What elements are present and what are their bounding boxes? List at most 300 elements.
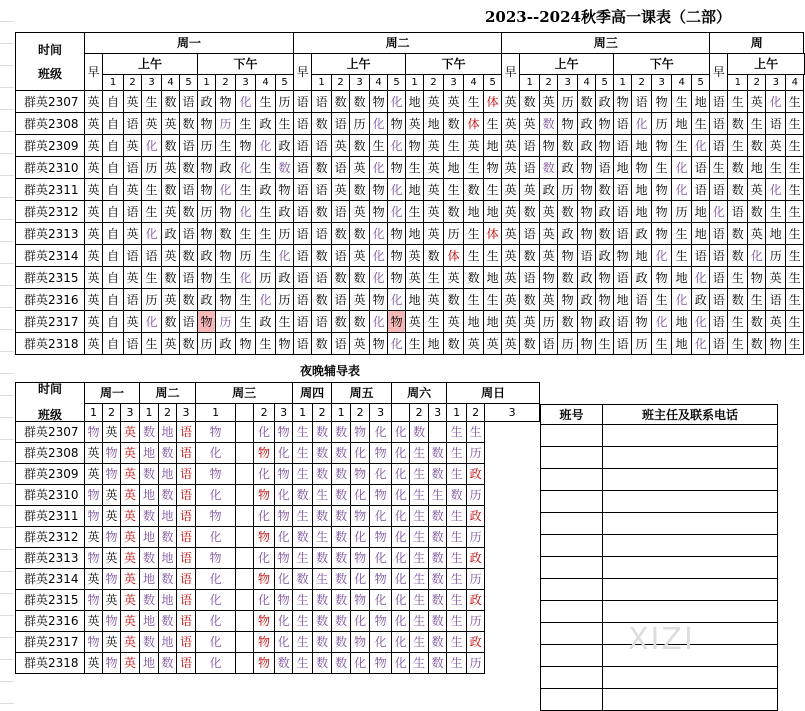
course-cell: 英 [424, 223, 444, 245]
period-number: 4 [672, 75, 692, 91]
period-number [236, 404, 254, 422]
contact-row [541, 579, 778, 601]
course-cell: 英 [424, 135, 444, 157]
day-header: 周三 [502, 33, 710, 54]
night-cell: 英 [103, 422, 121, 443]
course-cell: 政 [578, 267, 596, 289]
course-cell: 英 [502, 245, 520, 267]
course-cell: 政 [198, 289, 216, 311]
course-cell: 物 [614, 91, 632, 113]
course-cell: 数 [558, 201, 578, 223]
course-cell: 地 [484, 135, 502, 157]
course-cell: 数 [332, 267, 350, 289]
course-cell: 地 [406, 91, 424, 113]
night-cell: 数 [159, 569, 177, 590]
night-cell [236, 590, 254, 611]
course-cell: 自 [103, 179, 124, 201]
night-cell: 数 [159, 611, 177, 632]
contact-row [541, 601, 778, 623]
night-cell: 数 [429, 569, 447, 590]
course-cell: 生 [672, 223, 692, 245]
table-row [16, 179, 805, 201]
teacher-cell [603, 601, 778, 623]
course-cell: 历 [216, 311, 236, 333]
course-cell: 数 [332, 91, 350, 113]
period-number: 3 [236, 75, 256, 91]
night-cell: 物 [254, 611, 275, 632]
period-number: 4 [578, 75, 596, 91]
course-cell: 生 [444, 179, 464, 201]
course-cell: 数 [464, 267, 484, 289]
course-cell: 数 [748, 333, 766, 355]
night-cell: 物 [370, 653, 392, 674]
night-cell: 物 [370, 611, 392, 632]
course-cell: 英 [540, 223, 558, 245]
course-cell: 地 [632, 135, 652, 157]
night-cell: 英 [85, 464, 103, 485]
course-cell: 生 [766, 157, 786, 179]
night-cell: 化 [254, 590, 275, 611]
period-number: 2 [632, 75, 652, 91]
night-cell: 数 [140, 464, 159, 485]
course-cell: 生 [672, 245, 692, 267]
night-cell: 英 [121, 443, 140, 464]
night-cell: 数 [313, 464, 332, 485]
course-cell: 物 [370, 179, 388, 201]
night-cell [236, 548, 254, 569]
night-cell: 化 [275, 443, 293, 464]
night-cell: 物 [351, 464, 370, 485]
night-cell: 物 [351, 590, 370, 611]
course-cell: 生 [406, 201, 424, 223]
course-cell: 英 [162, 157, 180, 179]
course-cell: 英 [162, 113, 180, 135]
course-cell: 英 [85, 91, 103, 113]
night-cell: 化 [392, 485, 410, 506]
class-number-cell [541, 667, 603, 689]
time-label: 时间 [37, 42, 62, 57]
course-cell: 数 [162, 179, 180, 201]
course-cell: 英 [502, 333, 520, 355]
course-cell: 物 [198, 179, 216, 201]
course-cell: 数 [350, 135, 370, 157]
course-cell: 数 [312, 333, 332, 355]
night-cell: 语 [177, 653, 196, 674]
night-cell: 数 [332, 548, 351, 569]
course-cell: 语 [294, 311, 312, 333]
course-cell: 语 [124, 245, 142, 267]
class-number-cell [541, 425, 603, 447]
course-cell: 语 [294, 91, 312, 113]
course-cell: 地 [692, 223, 710, 245]
course-cell: 体 [484, 223, 502, 245]
course-cell: 历 [558, 333, 578, 355]
teacher-cell [603, 667, 778, 689]
course-cell: 物 [632, 311, 652, 333]
class-name: 群英2310 [16, 157, 85, 179]
course-cell: 生 [216, 267, 236, 289]
course-cell: 生 [786, 245, 804, 267]
course-cell: 语 [614, 333, 632, 355]
course-cell: 化 [692, 267, 710, 289]
night-cell: 生 [410, 506, 429, 527]
course-cell: 政 [276, 135, 294, 157]
course-cell: 历 [142, 157, 162, 179]
course-cell: 物 [198, 267, 216, 289]
class-name: 群英2315 [16, 267, 85, 289]
course-cell: 生 [464, 157, 484, 179]
course-cell: 英 [85, 333, 103, 355]
course-cell: 地 [632, 179, 652, 201]
night-cell: 数 [429, 653, 447, 674]
course-cell: 生 [276, 113, 294, 135]
course-cell: 英 [332, 179, 350, 201]
course-cell: 历 [236, 245, 256, 267]
course-cell: 物 [370, 91, 388, 113]
course-cell: 自 [103, 223, 124, 245]
class-number-cell [541, 623, 603, 645]
night-cell: 数 [140, 590, 159, 611]
period-number: 5 [692, 75, 710, 91]
course-cell: 英 [444, 267, 464, 289]
time-label: 时间 [37, 382, 62, 396]
night-cell: 化 [275, 632, 293, 653]
night-cell: 物 [103, 527, 121, 548]
night-cell [236, 632, 254, 653]
morning-header: 早 [502, 54, 520, 91]
course-cell: 生 [406, 333, 424, 355]
course-cell: 语 [710, 113, 728, 135]
course-cell: 地 [748, 157, 766, 179]
course-cell: 数 [180, 289, 198, 311]
course-cell: 地 [766, 223, 786, 245]
period-number: 3 [177, 404, 196, 422]
night-cell: 物 [103, 569, 121, 590]
night-cell: 地 [140, 653, 159, 674]
period-number: 1 [406, 75, 424, 91]
class-name: 群英2311 [16, 506, 85, 527]
course-cell: 历 [198, 333, 216, 355]
night-cell: 生 [410, 590, 429, 611]
course-cell: 政 [632, 267, 652, 289]
course-cell: 历 [766, 245, 786, 267]
night-cell: 生 [429, 485, 447, 506]
course-cell: 地 [464, 201, 484, 223]
course-cell: 物 [540, 135, 558, 157]
night-cell: 化 [196, 632, 236, 653]
course-cell: 化 [216, 179, 236, 201]
teacher-cell [603, 469, 778, 491]
course-cell: 化 [766, 179, 786, 201]
night-cell: 数 [313, 443, 332, 464]
course-cell: 数 [162, 311, 180, 333]
period-number: 4 [256, 75, 276, 91]
course-cell: 物 [614, 245, 632, 267]
course-cell: 地 [672, 267, 692, 289]
course-cell: 数 [728, 223, 748, 245]
night-day-header: 周日 [447, 383, 540, 404]
night-cell: 化 [196, 653, 236, 674]
course-cell: 语 [294, 289, 312, 311]
course-cell: 语 [124, 201, 142, 223]
course-cell: 语 [312, 179, 332, 201]
night-cell: 英 [121, 506, 140, 527]
course-cell: 政 [578, 135, 596, 157]
course-cell: 地 [672, 333, 692, 355]
contact-row [541, 535, 778, 557]
night-cell: 生 [467, 422, 485, 443]
night-cell: 历 [467, 527, 485, 548]
night-cell: 化 [275, 569, 293, 590]
course-cell: 语 [614, 113, 632, 135]
course-cell: 物 [198, 223, 216, 245]
course-cell: 英 [85, 201, 103, 223]
night-row [16, 506, 540, 527]
night-cell: 生 [447, 527, 467, 548]
night-cell: 地 [159, 422, 177, 443]
course-cell: 语 [710, 135, 728, 157]
course-cell: 语 [614, 179, 632, 201]
course-cell: 历 [276, 289, 294, 311]
course-cell: 数 [424, 245, 444, 267]
course-cell: 化 [236, 267, 256, 289]
course-cell: 物 [198, 157, 216, 179]
class-name: 群英2315 [16, 590, 85, 611]
course-cell: 数 [596, 223, 614, 245]
contact-row [541, 689, 778, 711]
night-cell: 历 [467, 653, 485, 674]
night-cell: 英 [103, 548, 121, 569]
night-cell: 政 [467, 506, 485, 527]
teacher-cell [603, 557, 778, 579]
night-cell: 地 [159, 632, 177, 653]
night-cell: 物 [275, 422, 293, 443]
course-cell: 语 [294, 223, 312, 245]
course-cell: 物 [596, 289, 614, 311]
course-cell: 英 [350, 157, 370, 179]
night-cell: 英 [103, 632, 121, 653]
night-cell: 数 [332, 653, 351, 674]
night-cell: 地 [140, 527, 159, 548]
course-cell: 生 [748, 289, 766, 311]
night-cell: 生 [447, 443, 467, 464]
night-cell: 英 [121, 590, 140, 611]
night-cell: 历 [467, 611, 485, 632]
night-cell [236, 422, 254, 443]
course-cell: 英 [332, 135, 350, 157]
night-cell: 英 [85, 527, 103, 548]
contact-table [540, 404, 778, 711]
night-cell: 物 [196, 506, 236, 527]
course-cell: 物 [578, 201, 596, 223]
night-cell: 物 [351, 632, 370, 653]
table-row [16, 245, 805, 267]
course-cell: 语 [312, 91, 332, 113]
course-cell: 语 [710, 333, 728, 355]
period-number: 3 [370, 404, 392, 422]
class-number-cell [541, 447, 603, 469]
course-cell: 英 [502, 179, 520, 201]
period-number: 3 [275, 404, 293, 422]
night-day-header: 周六 [392, 383, 447, 404]
course-cell: 数 [276, 157, 294, 179]
course-cell: 语 [294, 201, 312, 223]
night-cell: 化 [196, 485, 236, 506]
contact-row [541, 425, 778, 447]
night-cell [236, 611, 254, 632]
course-cell: 语 [294, 157, 312, 179]
course-cell: 语 [710, 179, 728, 201]
course-cell: 英 [424, 157, 444, 179]
course-cell: 英 [540, 91, 558, 113]
course-cell: 数 [444, 113, 464, 135]
night-cell: 数 [293, 527, 313, 548]
table-row [16, 135, 805, 157]
course-cell: 语 [614, 201, 632, 223]
night-cell: 数 [293, 569, 313, 590]
night-cell: 生 [410, 548, 429, 569]
night-cell: 数 [140, 506, 159, 527]
course-cell: 语 [332, 289, 350, 311]
course-cell: 数 [180, 113, 198, 135]
class-number-cell [541, 535, 603, 557]
course-cell: 物 [596, 135, 614, 157]
night-cell: 物 [85, 506, 103, 527]
course-cell: 化 [652, 245, 672, 267]
course-cell: 生 [444, 135, 464, 157]
course-cell: 政 [256, 311, 276, 333]
course-cell: 数 [180, 201, 198, 223]
night-cell: 物 [254, 527, 275, 548]
course-cell: 数 [162, 135, 180, 157]
class-label: 班级 [37, 66, 62, 81]
period-number: 2 [103, 404, 121, 422]
timetable [15, 32, 805, 355]
course-cell: 化 [652, 311, 672, 333]
course-cell: 英 [520, 311, 540, 333]
course-cell: 英 [748, 91, 766, 113]
course-cell: 地 [406, 223, 424, 245]
night-cell: 化 [370, 464, 392, 485]
course-cell: 语 [710, 289, 728, 311]
night-cell: 语 [177, 548, 196, 569]
course-cell: 英 [464, 333, 484, 355]
period-number: 3 [766, 75, 786, 91]
course-cell: 语 [312, 223, 332, 245]
course-cell: 生 [236, 289, 256, 311]
period-number: 3 [558, 75, 578, 91]
course-cell: 生 [786, 113, 804, 135]
course-cell: 生 [786, 311, 804, 333]
night-cell: 化 [392, 611, 410, 632]
course-cell: 物 [578, 179, 596, 201]
night-cell: 数 [410, 422, 429, 443]
period-number: 1 [140, 404, 159, 422]
course-cell: 物 [578, 157, 596, 179]
course-cell: 数 [558, 267, 578, 289]
night-cell: 英 [121, 611, 140, 632]
night-cell: 生 [447, 464, 467, 485]
course-cell: 语 [180, 311, 198, 333]
course-cell: 生 [596, 333, 614, 355]
night-cell: 语 [177, 527, 196, 548]
night-cell: 化 [392, 422, 410, 443]
course-cell: 语 [728, 201, 748, 223]
night-cell: 数 [159, 485, 177, 506]
course-cell: 英 [520, 113, 540, 135]
course-cell: 英 [85, 135, 103, 157]
night-row [16, 611, 540, 632]
night-cell: 物 [85, 632, 103, 653]
night-cell: 数 [332, 611, 351, 632]
course-cell: 生 [464, 289, 484, 311]
course-cell: 生 [370, 135, 388, 157]
night-cell: 数 [159, 653, 177, 674]
class-name: 群英2308 [16, 113, 85, 135]
period-number: 3 [652, 75, 672, 91]
course-cell: 地 [424, 333, 444, 355]
night-cell: 化 [351, 653, 370, 674]
course-cell: 语 [124, 157, 142, 179]
course-cell: 政 [162, 223, 180, 245]
course-cell: 语 [124, 113, 142, 135]
night-cell: 化 [351, 485, 370, 506]
course-cell: 英 [350, 333, 370, 355]
night-cell: 生 [447, 632, 467, 653]
night-cell: 数 [313, 548, 332, 569]
night-cell: 物 [254, 632, 275, 653]
night-cell: 化 [351, 443, 370, 464]
night-cell: 语 [177, 590, 196, 611]
course-cell: 数 [332, 311, 350, 333]
course-cell: 英 [502, 223, 520, 245]
course-cell: 数 [180, 333, 198, 355]
course-cell: 英 [502, 289, 520, 311]
course-cell: 语 [520, 135, 540, 157]
course-cell: 语 [710, 267, 728, 289]
period-number: 4 [786, 75, 804, 91]
course-cell: 英 [406, 311, 424, 333]
course-cell: 物 [652, 91, 672, 113]
course-cell: 英 [124, 267, 142, 289]
class-name: 群英2307 [16, 422, 85, 443]
teacher-cell [603, 425, 778, 447]
class-number-cell [541, 491, 603, 513]
course-cell: 自 [103, 333, 124, 355]
teacher-cell [603, 535, 778, 557]
night-cell: 英 [121, 464, 140, 485]
night-cell: 数 [159, 527, 177, 548]
course-cell: 物 [558, 289, 578, 311]
teacher-header: 班主任及联系电话 [603, 405, 778, 425]
night-cell: 地 [140, 443, 159, 464]
watermark: XIZI [628, 622, 695, 657]
night-cell: 历 [467, 485, 485, 506]
course-cell: 语 [614, 311, 632, 333]
night-cell [429, 422, 447, 443]
course-cell: 生 [484, 289, 502, 311]
course-cell: 语 [294, 333, 312, 355]
night-cell: 化 [196, 611, 236, 632]
course-cell: 物 [748, 267, 766, 289]
course-cell: 生 [142, 201, 162, 223]
night-row [16, 485, 540, 506]
course-cell: 语 [124, 333, 142, 355]
course-cell: 英 [424, 289, 444, 311]
course-cell: 政 [596, 201, 614, 223]
course-cell: 英 [502, 91, 520, 113]
course-cell: 英 [124, 179, 142, 201]
